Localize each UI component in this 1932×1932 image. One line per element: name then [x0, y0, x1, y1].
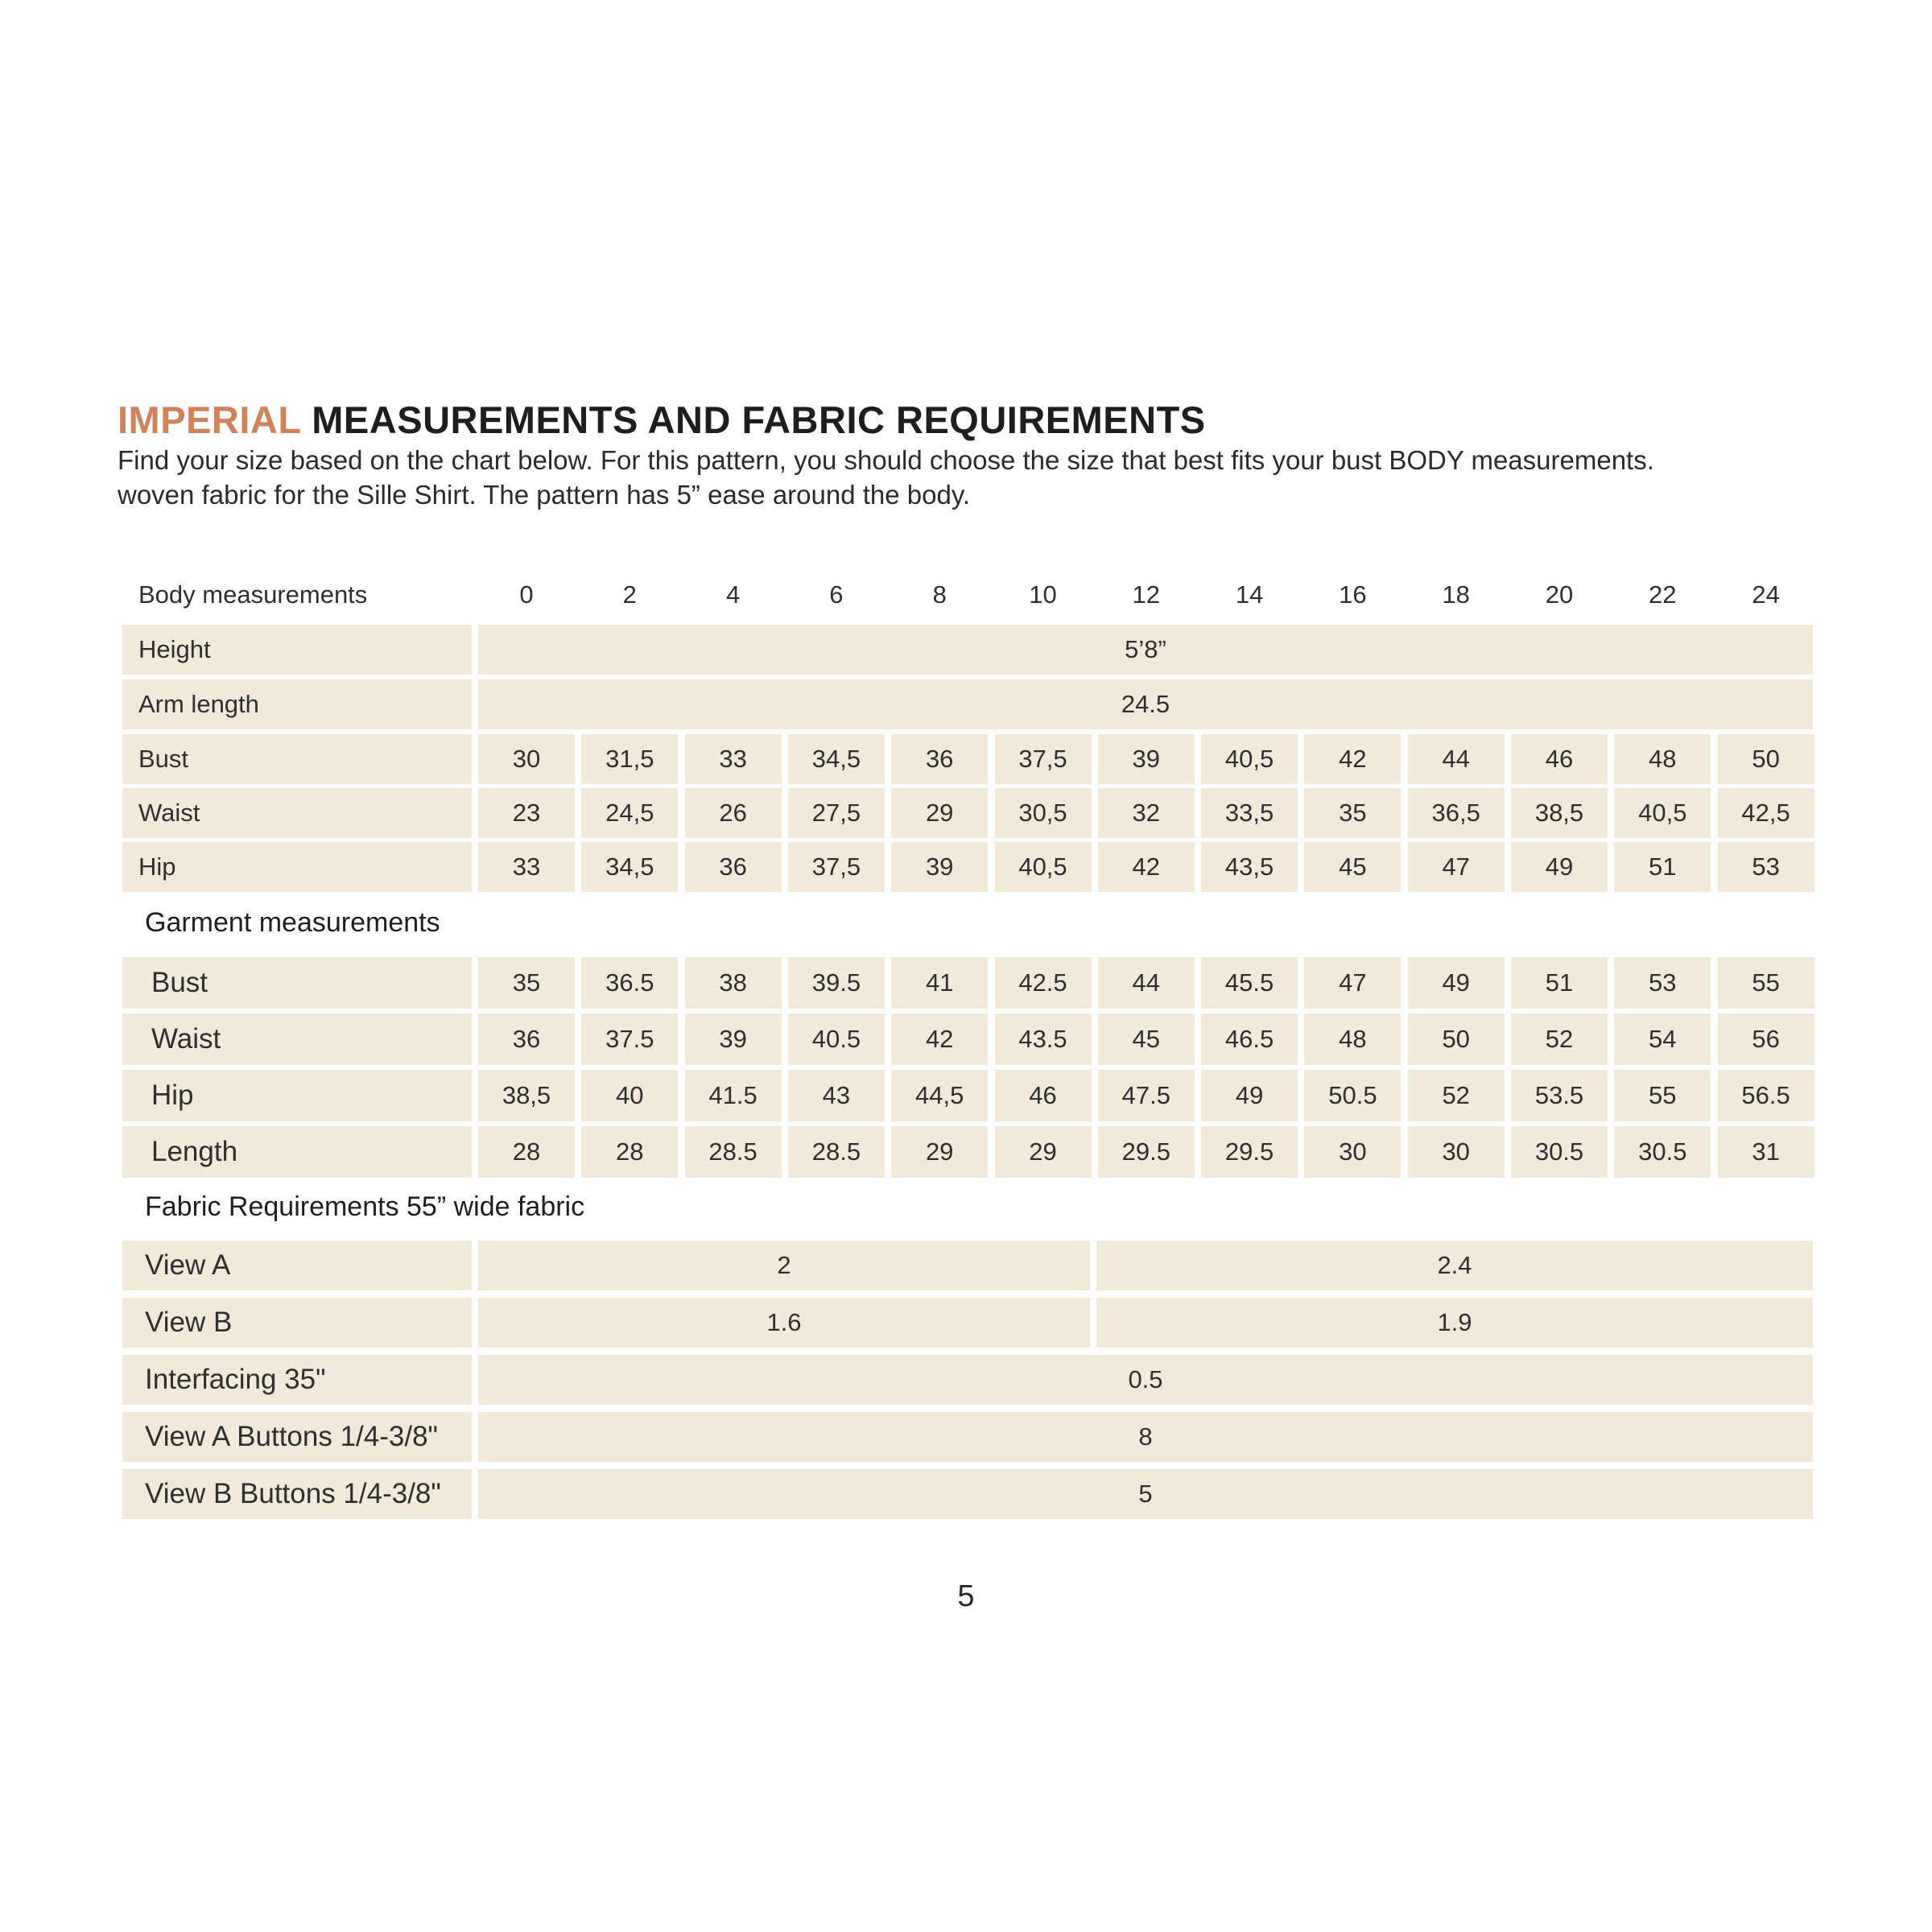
- body-value-cell: 39: [1098, 734, 1195, 784]
- body-value-cell: 36: [685, 842, 782, 892]
- body-value-cell: 37,5: [995, 734, 1092, 784]
- garment-value-cell: 28: [478, 1126, 575, 1178]
- body-value-cell: 51: [1614, 842, 1711, 892]
- garment-value-cell: 44: [1098, 957, 1195, 1009]
- garment-row-label: Hip: [122, 1070, 472, 1121]
- garment-value-cell: 48: [1304, 1013, 1401, 1065]
- garment-value-cell: 56.5: [1718, 1070, 1814, 1121]
- view-a-label: View A: [122, 1241, 472, 1290]
- garment-row-label: Waist: [122, 1013, 472, 1065]
- size-header-cell: 4: [725, 580, 741, 609]
- garment-row-label: Bust: [122, 957, 472, 1009]
- garment-value-cell: 36.5: [581, 957, 678, 1009]
- body-row-bust: [122, 734, 1813, 784]
- fabric-requirements-heading: Fabric Requirements 55” wide fabric: [145, 1191, 585, 1222]
- size-header-cell: 22: [1649, 580, 1677, 609]
- title-accent: IMPERIAL: [118, 398, 301, 441]
- garment-value-cell: 45.5: [1201, 957, 1298, 1009]
- body-value-cell: 33,5: [1201, 788, 1298, 838]
- garment-value-cell: 30: [1408, 1126, 1505, 1178]
- arm-length-value: 24.5: [478, 679, 1813, 729]
- garment-value-cell: 52: [1511, 1013, 1608, 1065]
- garment-value-cell: 43: [788, 1070, 885, 1121]
- body-value-cell: 33: [685, 734, 782, 784]
- size-header-cell: 14: [1235, 580, 1264, 609]
- body-value-cell: 33: [478, 842, 575, 892]
- body-value-cell: 47: [1408, 842, 1505, 892]
- body-value-cell: 40,5: [995, 842, 1092, 892]
- size-header-cell: 18: [1442, 580, 1470, 609]
- body-value-cell: 35: [1304, 788, 1401, 838]
- size-header-cell: 16: [1339, 580, 1367, 609]
- garment-value-cell: 46.5: [1201, 1013, 1298, 1065]
- height-label: Height: [122, 625, 472, 675]
- body-row-label: Waist: [122, 788, 472, 838]
- height-value: 5’8”: [478, 625, 1813, 675]
- intro-text: [118, 443, 1848, 512]
- garment-row-waist: [122, 1013, 1813, 1063]
- garment-value-cell: 29.5: [1201, 1126, 1298, 1178]
- garment-value-cell: 43.5: [995, 1013, 1092, 1065]
- garment-value-cell: 39: [685, 1013, 782, 1065]
- body-value-cell: 40,5: [1614, 788, 1711, 838]
- body-value-cell: 37,5: [788, 842, 885, 892]
- garment-value-cell: 38,5: [478, 1070, 575, 1121]
- body-value-cell: 34,5: [788, 734, 885, 784]
- garment-row-label: Length: [122, 1126, 472, 1178]
- arm-length-row: [122, 679, 1813, 729]
- body-value-cell: 42: [1304, 734, 1401, 784]
- garment-value-cell: 29.5: [1098, 1126, 1195, 1178]
- body-value-cell: 53: [1718, 842, 1814, 892]
- view-b-buttons-label: View B Buttons 1/4-3/8": [122, 1469, 472, 1519]
- body-value-cell: 32: [1098, 788, 1195, 838]
- size-header-cell: 0: [519, 580, 534, 609]
- garment-value-cell: 55: [1614, 1070, 1711, 1121]
- body-row-label: Hip: [122, 842, 472, 892]
- garment-value-cell: 35: [478, 957, 575, 1009]
- body-value-cell: 44: [1408, 734, 1505, 784]
- body-value-cell: 26: [685, 788, 782, 838]
- body-value-cell: 49: [1511, 842, 1608, 892]
- view-b-large-sizes: 1.9: [1096, 1298, 1813, 1348]
- garment-measurements-heading: Garment measurements: [145, 907, 440, 938]
- garment-value-cell: 53.5: [1511, 1070, 1608, 1121]
- size-header-cell: 12: [1132, 580, 1161, 609]
- body-value-cell: 42: [1098, 842, 1195, 892]
- body-value-cell: 50: [1718, 734, 1814, 784]
- view-b-row: [122, 1298, 1813, 1348]
- garment-value-cell: 47.5: [1098, 1070, 1195, 1121]
- garment-value-cell: 40: [581, 1070, 678, 1121]
- body-value-cell: 43,5: [1201, 842, 1298, 892]
- garment-value-cell: 38: [685, 957, 782, 1009]
- garment-value-cell: 49: [1201, 1070, 1298, 1121]
- size-header-row: [122, 570, 1813, 620]
- view-a-row: [122, 1241, 1813, 1290]
- garment-value-cell: 45: [1098, 1013, 1195, 1065]
- garment-value-cell: 50.5: [1304, 1070, 1401, 1121]
- view-a-buttons-row: [122, 1412, 1813, 1462]
- garment-value-cell: 31: [1718, 1126, 1814, 1178]
- garment-value-cell: 29: [891, 1126, 988, 1178]
- garment-row-bust: [122, 957, 1813, 1007]
- view-a-large-sizes: 2.4: [1096, 1241, 1813, 1290]
- view-b-buttons-value: 5: [478, 1469, 1813, 1519]
- body-value-cell: 29: [891, 788, 988, 838]
- body-value-cell: 45: [1304, 842, 1401, 892]
- garment-value-cell: 39.5: [788, 957, 885, 1009]
- body-value-cell: 36,5: [1408, 788, 1505, 838]
- intro-line-1: Find your size based on the chart below. For this pattern, you should choose the size that best fits your bust BODY measurements.: [118, 445, 1654, 475]
- body-value-cell: 23: [478, 788, 575, 838]
- garment-value-cell: 53: [1614, 957, 1711, 1009]
- garment-value-cell: 42.5: [995, 957, 1092, 1009]
- interfacing-value: 0.5: [478, 1355, 1813, 1405]
- body-value-cell: 42,5: [1718, 788, 1814, 838]
- garment-value-cell: 30.5: [1614, 1126, 1711, 1178]
- size-header-cell: 20: [1545, 580, 1574, 609]
- height-row: [122, 625, 1813, 675]
- view-b-label: View B: [122, 1298, 472, 1348]
- garment-value-cell: 47: [1304, 957, 1401, 1009]
- body-value-cell: 36: [891, 734, 988, 784]
- garment-value-cell: 36: [478, 1013, 575, 1065]
- garment-value-cell: 52: [1408, 1070, 1505, 1121]
- garment-value-cell: 41.5: [685, 1070, 782, 1121]
- body-row-hip: [122, 842, 1813, 892]
- size-header-cell: 10: [1029, 580, 1057, 609]
- garment-value-cell: 55: [1718, 957, 1814, 1009]
- garment-value-cell: 28.5: [685, 1126, 782, 1178]
- garment-value-cell: 50: [1408, 1013, 1505, 1065]
- garment-value-cell: 37.5: [581, 1013, 678, 1065]
- garment-value-cell: 44,5: [891, 1070, 988, 1121]
- garment-value-cell: 41: [891, 957, 988, 1009]
- garment-value-cell: 49: [1408, 957, 1505, 1009]
- garment-value-cell: 29: [995, 1126, 1092, 1178]
- garment-value-cell: 54: [1614, 1013, 1711, 1065]
- page-number: 5: [957, 1579, 975, 1613]
- page-title: [118, 398, 1206, 442]
- body-value-cell: 24,5: [581, 788, 678, 838]
- body-value-cell: 31,5: [581, 734, 678, 784]
- title-rest: MEASUREMENTS AND FABRIC REQUIREMENTS: [312, 398, 1206, 441]
- view-b-buttons-row: [122, 1469, 1813, 1519]
- garment-value-cell: 51: [1511, 957, 1608, 1009]
- body-value-cell: 40,5: [1201, 734, 1298, 784]
- body-value-cell: 46: [1511, 734, 1608, 784]
- garment-value-cell: 28.5: [788, 1126, 885, 1178]
- view-a-buttons-label: View A Buttons 1/4-3/8": [122, 1412, 472, 1462]
- garment-value-cell: 46: [995, 1070, 1092, 1121]
- garment-row-hip: [122, 1070, 1813, 1120]
- interfacing-row: [122, 1355, 1813, 1405]
- interfacing-label: Interfacing 35": [122, 1355, 472, 1405]
- garment-value-cell: 28: [581, 1126, 678, 1178]
- body-measurements-label: Body measurements: [138, 580, 368, 609]
- size-header-cell: 2: [622, 580, 637, 609]
- body-row-label: Bust: [122, 734, 472, 784]
- size-header-cell: 24: [1752, 580, 1780, 609]
- size-header-cell: 6: [829, 580, 844, 609]
- body-value-cell: 27,5: [788, 788, 885, 838]
- view-a-buttons-value: 8: [478, 1412, 1813, 1462]
- intro-line-2: woven fabric for the Sille Shirt. The pattern has 5” ease around the body.: [118, 480, 971, 510]
- body-row-waist: [122, 788, 1813, 838]
- garment-value-cell: 30.5: [1511, 1126, 1608, 1178]
- body-value-cell: 38,5: [1511, 788, 1608, 838]
- garment-value-cell: 42: [891, 1013, 988, 1065]
- body-value-cell: 30,5: [995, 788, 1092, 838]
- garment-value-cell: 40.5: [788, 1013, 885, 1065]
- garment-row-length: [122, 1126, 1813, 1176]
- body-value-cell: 48: [1614, 734, 1711, 784]
- garment-value-cell: 30: [1304, 1126, 1401, 1178]
- body-value-cell: 34,5: [581, 842, 678, 892]
- arm-length-label: Arm length: [122, 679, 472, 729]
- view-a-small-sizes: 2: [478, 1241, 1090, 1290]
- body-value-cell: 39: [891, 842, 988, 892]
- garment-value-cell: 56: [1718, 1013, 1814, 1065]
- view-b-small-sizes: 1.6: [478, 1298, 1090, 1348]
- size-header-cell: 8: [932, 580, 947, 609]
- body-value-cell: 30: [478, 734, 575, 784]
